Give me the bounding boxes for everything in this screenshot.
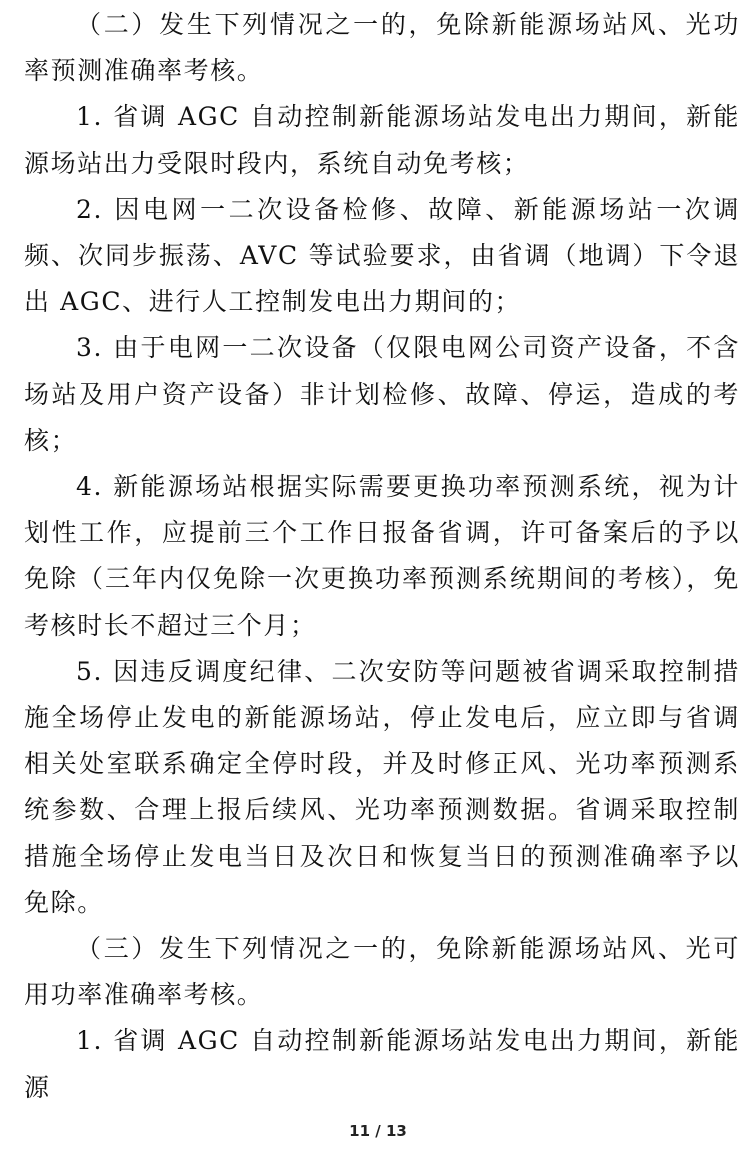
paragraph-item-3: 3. 由于电网一二次设备（仅限电网公司资产设备，不含场站及用户资产设备）非计划检修、故障、停运，造成的考核； [24, 333, 740, 455]
paragraph-section-2-heading: （二）发生下列情况之一的，免除新能源场站风、光功率预测准确率考核。 [24, 10, 740, 86]
paragraph-section-3-item-1: 1. 省调 AGC 自动控制新能源场站发电出力期间，新能源 [24, 1026, 740, 1102]
paragraph-item-4: 4. 新能源场站根据实际需要更换功率预测系统，视为计划性工作，应提前三个工作日报备省调，许可备案后的予以免除（三年内仅免除一次更换功率预测系统期间的考核），免考核时长不超过三个月； [24, 472, 740, 640]
paragraph-section-3-heading: （三）发生下列情况之一的，免除新能源场站风、光可用功率准确率考核。 [24, 934, 740, 1010]
paragraph-item-1: 1. 省调 AGC 自动控制新能源场站发电出力期间，新能源场站出力受限时段内，系统自动免考核； [24, 102, 740, 178]
page-number: 11 / 13 [349, 1122, 407, 1140]
paragraph-item-5: 5. 因违反调度纪律、二次安防等问题被省调采取控制措施全场停止发电的新能源场站，停止发电后，应立即与省调相关处室联系确定全停时段，并及时修正风、光功率预测系统参数、合理上报后续风、光功率预测数据。省调采取控制措施全场停止发电当日及次日和恢复当日的预测准确率予以免除。 [24, 656, 740, 917]
document-body [24, 0, 740, 1111]
paragraph-item-2: 2. 因电网一二次设备检修、故障、新能源场站一次调频、次同步振荡、AVC 等试验要求，由省调（地调）下令退出 AGC、进行人工控制发电出力期间的； [24, 194, 740, 317]
